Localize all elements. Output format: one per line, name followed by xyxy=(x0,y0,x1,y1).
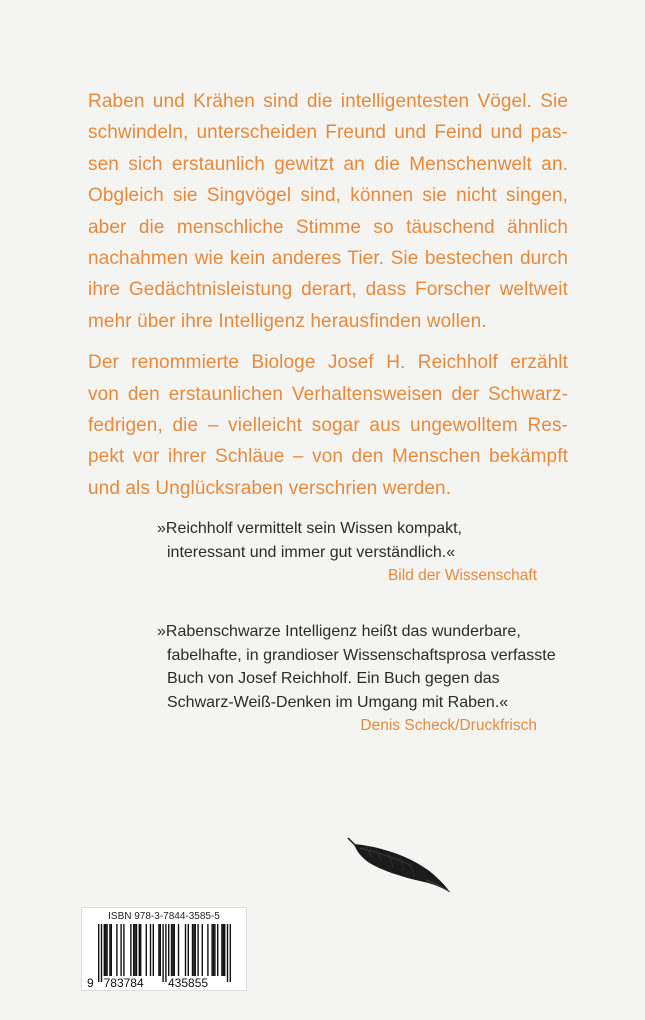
blurb-line: schwindeln, unterscheiden Freund und Feind und pas- xyxy=(88,122,568,144)
blurb-line: und als Unglücksraben verschrien werden. xyxy=(88,477,452,499)
blurb-line: pekt vor ihrer Schläue – von den Menschen bekämpft xyxy=(88,446,568,468)
blurb-line: fedrigen, die – vielleicht sogar aus ungewolltem Res- xyxy=(88,415,568,437)
blurb-line: von den erstaunlichen Verhaltensweisen der Schwarz- xyxy=(88,383,568,405)
barcode-bar xyxy=(123,924,124,976)
barcode-bar xyxy=(98,924,99,982)
barcode-bar xyxy=(192,924,193,976)
quote-line: »Reichholf vermittelt sein Wissen kompakt, xyxy=(157,520,462,537)
barcode-bar xyxy=(134,924,135,976)
barcode-bar xyxy=(158,924,159,976)
barcode-digits: 9 xyxy=(87,976,94,990)
barcode-bar xyxy=(230,924,231,982)
barcode-bar xyxy=(223,924,224,976)
blurb-text xyxy=(88,86,568,504)
quote-line: interessant und immer gut verständlich.« xyxy=(167,543,456,561)
barcode-bar xyxy=(101,924,102,982)
barcode-bar xyxy=(172,924,173,976)
barcode-graphic xyxy=(82,908,246,990)
barcode-bar xyxy=(224,924,225,976)
review-quote-2 xyxy=(157,620,556,738)
barcode-bar xyxy=(188,924,189,976)
blurb-line: Raben und Krähen sind die intelligentesten Vögel. Sie xyxy=(88,91,568,112)
blurb-line: aber die menschliche Stimme so täuschend ähnlich xyxy=(88,216,568,238)
barcode-bar xyxy=(160,924,161,976)
barcode-bar xyxy=(106,924,107,976)
barcode-bar xyxy=(111,924,112,976)
barcode-digits: 435855 xyxy=(168,976,209,990)
blurb-line: sen sich erstaunlich gewitzt an die Menschenwelt an. xyxy=(88,153,568,175)
blurb-line: Obgleich sie Singvögel sind, können sie nicht singen, xyxy=(88,185,568,207)
barcode-bar xyxy=(227,924,228,982)
barcode-bar xyxy=(120,924,121,976)
barcode-bar xyxy=(153,924,154,976)
barcode-bar xyxy=(105,924,106,976)
barcode-digits: 783784 xyxy=(103,976,144,990)
barcode xyxy=(81,907,247,991)
barcode-bar xyxy=(109,924,110,976)
barcode-bar xyxy=(168,924,169,976)
quote-source: Denis Scheck/Druckfrisch xyxy=(360,717,537,735)
barcode-bar xyxy=(139,924,140,976)
blurb-line: mehr über ihre Intelligenz herausfinden wollen. xyxy=(88,310,487,332)
review-quote-1 xyxy=(157,517,537,588)
barcode-bar xyxy=(104,924,105,976)
barcode-bar xyxy=(185,924,186,976)
barcode-bar xyxy=(178,924,179,976)
barcode-bar xyxy=(195,924,196,976)
barcode-bar xyxy=(214,924,215,976)
barcode-bar xyxy=(197,924,198,976)
barcode-bar xyxy=(202,924,203,976)
quote-line: Buch von Josef Reichholf. Ein Buch gegen das xyxy=(167,670,500,688)
barcode-bar xyxy=(150,924,151,976)
barcode-bar xyxy=(130,924,131,976)
barcode-bar xyxy=(213,924,214,976)
quote-line: Schwarz-Weiß-Denken im Umgang mit Raben.« xyxy=(167,693,509,711)
barcode-bar xyxy=(133,924,134,976)
barcode-bar xyxy=(165,924,166,982)
barcode-bar xyxy=(174,924,175,976)
barcode-bar xyxy=(193,924,194,976)
isbn-label: ISBN 978-3-7844-3585-5 xyxy=(108,911,220,922)
barcode-bar xyxy=(221,924,222,976)
barcode-bar xyxy=(136,924,137,976)
barcode-bar xyxy=(207,924,208,976)
barcode-bar xyxy=(140,924,141,976)
blurb-paragraph-2 xyxy=(88,347,568,504)
quote-line: »Rabenschwarze Intelligenz heißt das wunderbare, xyxy=(157,623,521,640)
feather-icon xyxy=(346,836,456,896)
barcode-bar xyxy=(211,924,212,976)
barcode-bar xyxy=(171,924,172,976)
quote-source: Bild der Wissenschaft xyxy=(387,567,537,585)
blurb-paragraph-1 xyxy=(88,86,568,337)
barcode-bar xyxy=(217,924,218,976)
blurb-line: Der renommierte Biologe Josef H. Reichholf erzählt xyxy=(88,352,568,374)
barcode-bar xyxy=(116,924,117,976)
blurb-line: ihre Gedächtnisleistung derart, dass Forscher weltweit xyxy=(88,279,568,301)
barcode-bar xyxy=(162,924,163,982)
barcode-bar xyxy=(146,924,147,976)
quote-line: fabelhafte, in grandioser Wissenschaftsprosa verfasste xyxy=(167,646,556,664)
blurb-line: nachahmen wie kein anderes Tier. Sie bestechen durch xyxy=(88,248,568,270)
